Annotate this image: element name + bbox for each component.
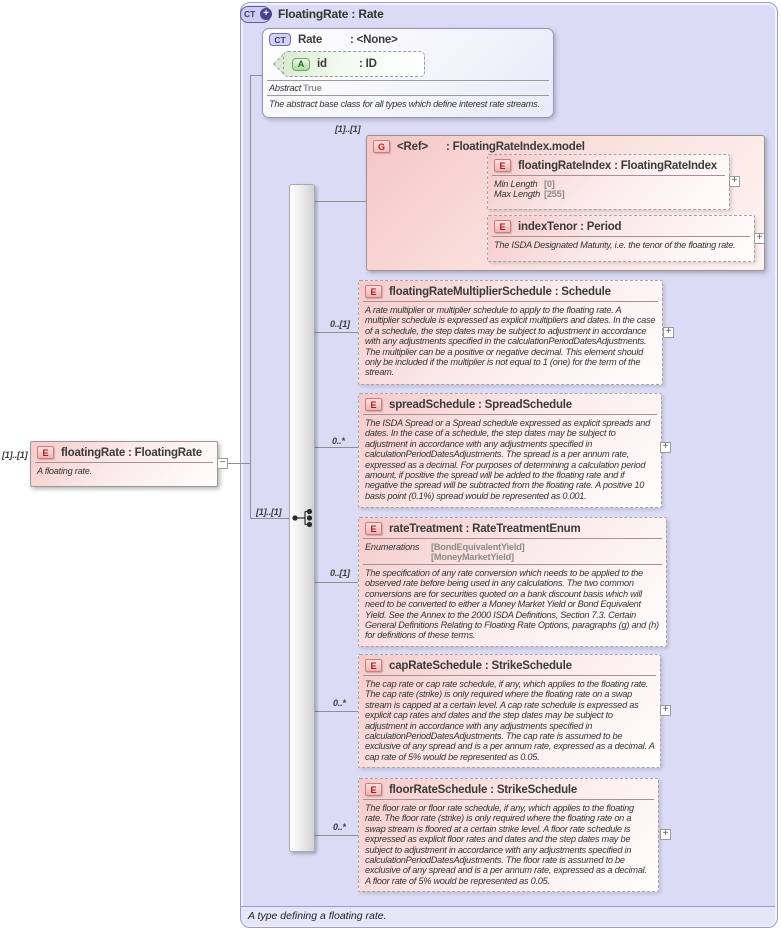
- element-floatingRateMultiplierSchedule[interactable]: E floatingRateMultiplierSchedule : Schedule A rate multiplier or multiplier schedule to apply to the floating rate. A multiplier schedule is expressed as explicit multipliers and dates. In the case of a schedule, the step dates may be subject to adjustment in accordance with any adjustments specified in the calculationPeriodDatesAdjustments. The multiplier can be a positive or negative decimal. This element should only be included if the multiplier is not equal to 1 (one) for the term of the stream.: [358, 280, 663, 385]
- expand-handle-icon[interactable]: +: [729, 176, 740, 187]
- element-doc: The ISDA Designated Maturity, i.e. the tenor of the floating rate.: [494, 240, 736, 250]
- group-ref[interactable]: G <Ref> : FloatingRateIndex.model: [366, 135, 765, 271]
- element-floatingRateIndex[interactable]: E floatingRateIndex : FloatingRateIndex Min Length [0] Max Length [255]: [487, 154, 730, 210]
- expand-handle-icon[interactable]: +: [754, 233, 765, 244]
- connector-line: [315, 332, 358, 333]
- expand-handle-icon[interactable]: +: [660, 705, 671, 716]
- element-facets: Min Length [0] Max Length [255]: [494, 179, 565, 199]
- connector-line: [250, 518, 292, 519]
- cardinality-label: 0..*: [332, 436, 345, 446]
- element-badge-icon: E: [494, 220, 511, 233]
- connector-line: [315, 835, 358, 836]
- cardinality-label: 0..[1]: [330, 319, 350, 329]
- collapse-handle-icon[interactable]: −: [217, 458, 228, 469]
- connector-line: [250, 75, 251, 519]
- element-rateTreatment[interactable]: E rateTreatment : RateTreatmentEnum Enumerations [BondEquivalentYield] [MoneyMarketYield] The specification of any rate conversion which needs to be applied to the observed rate before being used in any calculations. The two common conversions are for securities quoted on a bank discount basis which will need to be converted to either a Money Market Yield or Bond Equivalent Yield. See the Annex to the 2000 ISDA Definitions, Section 7.3. Certain General Definitions Relating to Floating Rate Options, paragraphs (g) and (h) for definitions of these terms.: [358, 517, 667, 647]
- element-indexTenor[interactable]: E indexTenor : Period The ISDA Designated Maturity, i.e. the tenor of the floating rate.: [487, 215, 755, 262]
- element-badge-icon: E: [365, 398, 382, 411]
- element-doc: The ISDA Spread or a Spread schedule expressed as explicit spreads and dates. In the case of a schedule, the step dates may be subject to adjustment in accordance with any adjustments specified in calculationPeriodDatesAdjustments. The spread is a per annum rate, expressed as a decimal. For purposes of determining a calculation period amount, if positive the spread will be added to the floating rate and if negative the spread will be subtracted from the floating rate. A positive 10 basis point (0.1%) spread would be represented as 0.001.: [365, 418, 651, 501]
- group-badge-icon: G: [373, 140, 390, 153]
- plus-circle-icon: +: [260, 8, 272, 20]
- element-doc: A rate multiplier or multiplier schedule to apply to the floating rate. A multiplier schedule is expressed as explicit multipliers and dates. In the case of a schedule, the step dates may be subject to adjustment in accordance with any adjustments specified in the calculationPeriodDatesAdjustments. The multiplier can be a positive or negative decimal. This element should only be included if the multiplier is not equal to 1 (one) for the term of the stream.: [365, 305, 656, 378]
- attribute-badge-icon: A: [292, 58, 310, 71]
- element-badge-icon: E: [37, 446, 54, 459]
- sequence-icon: [292, 507, 314, 529]
- element-doc: A floating rate.: [37, 466, 92, 476]
- connector-line: [315, 201, 366, 202]
- cardinality-label: [1]..[1]: [256, 507, 282, 517]
- base-type-doc: The abstract base class for all types which define interest rate streams.: [269, 99, 540, 109]
- element-badge-icon: E: [365, 783, 382, 796]
- connector-line: [250, 75, 262, 76]
- element-doc: The specification of any rate conversion which needs to be applied to the observed rate before being used in any calculations. The two common conversions are for securities quoted on a bank discount basis which will need to be converted to either a Money Market Yield or Bond Equivalent Yield. See the Annex to the 2000 ISDA Definitions, Section 7.3. Certain General Definitions Relating to Floating Rate Options, paragraphs (g) and (h) for definitions of these terms.: [365, 568, 659, 641]
- element-spreadSchedule[interactable]: E spreadSchedule : SpreadSchedule The ISDA Spread or a Spread schedule expressed as explicit spreads and dates. In the case of a schedule, the step dates may be subject to adjustment in accordance with any adjustments specified in calculationPeriodDatesAdjustments. The spread is a per annum rate, expressed as a decimal. For purposes of determining a calculation period amount, if positive the spread will be added to the floating rate and if negative the spread will be subtracted from the floating rate. A positive 10 basis point (0.1%) spread would be represented as 0.001.: [358, 393, 662, 508]
- element-capRateSchedule[interactable]: E capRateSchedule : StrikeSchedule The cap rate or cap rate schedule, if any, which applies to the floating rate. The cap rate (strike) is only required where the floating rate on a swap stream is capped at a certain level. A cap rate schedule is expressed as explicit cap rates and dates and the step dates may be subject to adjustment in accordance with any adjustments specified in calculationPeriodDatesAdjustments. The cap rate is assumed to be exclusive of any spread and is a per annum rate, expressed as a decimal. A cap rate of 5% would be represented as 0.05.: [358, 654, 661, 768]
- element-badge-icon: E: [365, 659, 382, 672]
- base-type-facets: Abstract True: [269, 83, 322, 93]
- cardinality-label: 0..*: [333, 698, 346, 708]
- base-type-title: Rate : <None>: [298, 33, 398, 46]
- cardinality-label: 0..[1]: [330, 568, 350, 578]
- complextype-header: [240, 5, 384, 23]
- ct-plus-badge-icon: CT +: [240, 6, 271, 23]
- attribute-title: id : ID: [317, 58, 377, 70]
- element-badge-icon: E: [365, 522, 382, 535]
- expand-handle-icon[interactable]: +: [660, 829, 671, 840]
- cardinality-label: [1]..[1]: [335, 124, 361, 134]
- attribute-id[interactable]: [283, 51, 425, 77]
- cardinality-label: [1]..[1]: [2, 450, 28, 460]
- ct-badge-icon: CT: [269, 33, 291, 46]
- expand-handle-icon[interactable]: +: [660, 442, 671, 453]
- element-floorRateSchedule[interactable]: E floorRateSchedule : StrikeSchedule The floor rate or floor rate schedule, if any, which applies to the floating rate. The floor rate (strike) is only required where the floating rate on a swap stream is floored at a certain strike level. A floor rate schedule is expressed as explicit floor rates and dates and the step dates may be subject to adjustment in accordance with any adjustments specified in calculationPeriodDatesAdjustments. The floor rate is assumed to be exclusive of any spread and is a per annum rate, expressed as a decimal. A floor rate of 5% would be represented as 0.05.: [358, 778, 659, 892]
- expand-handle-icon[interactable]: +: [663, 327, 674, 338]
- connector-line: [228, 463, 250, 464]
- complextype-doc: A type defining a floating rate.: [241, 906, 775, 926]
- cardinality-label: 0..*: [333, 822, 346, 832]
- element-enumerations: Enumerations [BondEquivalentYield] [MoneyMarketYield]: [365, 542, 525, 562]
- element-badge-icon: E: [494, 159, 511, 172]
- diagram-title: FloatingRate : Rate: [278, 7, 384, 21]
- connector-line: [315, 447, 358, 448]
- connector-line: [315, 582, 358, 583]
- element-floatingRate[interactable]: E floatingRate : FloatingRate A floating rate.: [30, 441, 218, 487]
- element-doc: The cap rate or cap rate schedule, if any, which applies to the floating rate. The cap rate (strike) is only required where the floating rate on a swap stream is capped at a certain level. A cap rate schedule is expressed as explicit cap rates and dates and the step dates may be subject to adjustment in accordance with any adjustments specified in calculationPeriodDatesAdjustments. The cap rate is assumed to be exclusive of any spread and is a per annum rate, expressed as a decimal. A cap rate of 5% would be represented as 0.05.: [365, 679, 655, 762]
- element-badge-icon: E: [365, 285, 382, 298]
- connector-line: [315, 711, 358, 712]
- element-doc: The floor rate or floor rate schedule, if any, which applies to the floating rate. The floor rate (strike) is only required where the floating rate on a swap stream is floored at a certain strike level. A floor rate schedule is expressed as explicit floor rates and dates and the step dates may be subject to adjustment in accordance with any adjustments specified in calculationPeriodDatesAdjustments. The floor rate is assumed to be exclusive of any spread and is a per annum rate, expressed as a decimal. A floor rate of 5% would be represented as 0.05.: [365, 803, 647, 886]
